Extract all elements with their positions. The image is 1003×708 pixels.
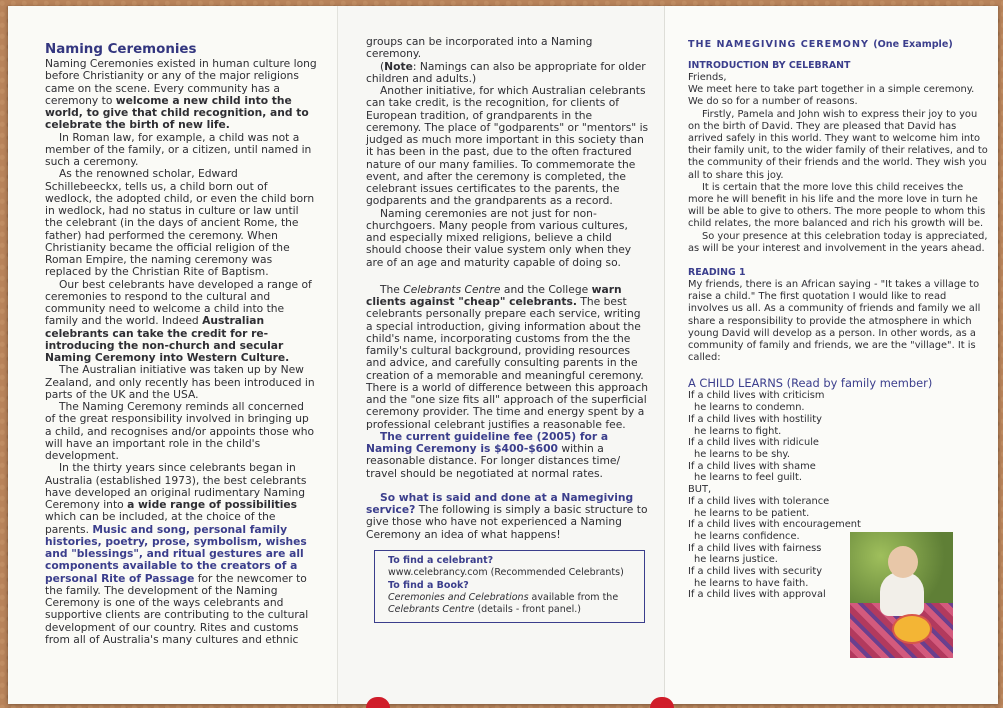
poem-line: If a child lives with approval [688,589,826,601]
panel2-text [366,36,650,541]
highlight-text: Music and song, personal family histories, poetry, prose, symbolism, wishes and "blessings", and ritual gestures are all components available to the creators of a personal Rite of Passage [45,522,307,585]
poem-line: If a child lives with ridicule [688,437,819,449]
paragraph: In Roman law, for example, a child was not a member of the family, or a citizen, until named in such a ceremony. [45,130,312,168]
reading-text [688,279,988,364]
paragraph: So your presence at this celebration today is appreciated, as will be your interest and involvement in the years ahead. [688,230,988,254]
book-info [388,592,635,617]
paragraph: Naming ceremonies are not just for non-churchgoers. Many people from various cultures, and especially mixed religions, believe a child should choose their value system only when they are of an age and maturity capable of doing so. [366,206,632,269]
text: and the College [500,282,592,296]
poem-line: he learns to be shy. [694,448,790,460]
paragraph: Another initiative, for which Australian celebrants can take credit, is the recognition, for clients of European tradition, of grandparents in the ceremony. The place of "godparents" or "mentors" is judged as much more important in this society than it has been in the past, due to the often fractured nature of our many families. To commemorate the event, and after the ceremony is completed, the celebrant issues certificates to the parents, the godparents and the grandparents as a record. [366,84,649,208]
text: available from the [528,591,619,603]
paragraph [45,279,317,365]
intro-heading: INTRODUCTION BY CELEBRANT [688,60,851,71]
poem-line: If a child lives with security [688,566,823,578]
title-subtext: (One Example) [873,39,953,50]
paragraph: The Australian initiative was taken up by New Zealand, and only recently has been introduced in parts of the UK and the USA. [45,363,315,401]
paragraph: We meet here to take part together in a simple ceremony. We do so for a number of reasons. [688,84,975,108]
poem-line: BUT, [688,484,712,496]
poem-line: he learns justice. [694,554,778,566]
bold-text: warn clients against "cheap" celebrants. [366,282,622,308]
poem-line: If a child lives with shame [688,460,816,472]
highlight-text: So what is said and done at a Namegiving service? [366,490,634,516]
italic-text: Celebrants Centre [403,282,501,296]
text: Naming Ceremonies existed in human culture long before Christianity or any of the major religions came on the scene. Every community has a ceremony to [45,57,317,107]
panel3-title [688,39,988,50]
paragraph: It is certain that the more love this child receives the more he will benefit in his life and the more love in turn he will be able to give to others. The more people to whom this child relates, the more balanced and rich his growth will be. [688,181,986,230]
paragraph: My friends, there is an African saying - "It takes a village to raise a child." The first quotation I would like to read involves us all. As a community of friends and family we all share a responsibility to provide the atmosphere in which young David will develop as a person. In other words, as a community of family and friends, we are the "village". It is called: [688,279,981,364]
text: (details - front panel.) [474,604,581,616]
note-label: Note [384,59,413,73]
text: : Namings can also be appropriate for older children and adults.) [366,59,646,85]
paragraph [45,58,317,132]
fee-paragraph [366,431,650,480]
contact-info-box [374,550,645,623]
panel1-title: Naming Ceremonies [45,42,197,57]
poem-line: If a child lives with tolerance [688,495,830,507]
poem-line: he learns confidence. [694,530,800,542]
poem-line: If a child lives with encouragement [688,519,861,531]
find-book-heading: To find a Book? [388,579,469,591]
italic-text: Ceremonies and Celebrations [388,591,529,603]
bold-text: welcome a new child into the world, to give that child recognition, and to celebrate the birth of new life. [45,93,309,132]
paragraph [366,492,650,541]
text: which can be included, at the choice of the parents. [45,510,276,536]
panel-initiatives [338,6,665,704]
text: Our best celebrants have developed a range of ceremonies to respond to the cultural and community need to welcome a child into the family and the world. Indeed [45,277,312,328]
text: The best celebrants personally prepare each service, writing a special introduction, giving information about the child's name, incorporating customs from the the family's cultural background, providing resources and advice, and carefully consulting parents in the creation of a memorable and meaningful ceremony. There is a world of difference between this approach and the "one size fits all" approach of the superficial ceremony provider. The time and energy spent by a professional celebrant justifies a reasonable fee. [366,295,648,431]
text: within a reasonable distance. For longer distances time/ travel should be negotiated at normal rates. [366,442,621,480]
poem-line: he learns to fight. [694,425,782,437]
text: In the thirty years since celebrants began in Australia (established 1973), the best celebrants have developed an original rudimentary Naming Ceremony into [45,461,307,511]
bold-text: a wide range of possibilities [127,498,298,511]
title-text: THE NAMEGIVING CEREMONY [688,39,869,50]
panel-naming-ceremonies [8,6,338,704]
poem-line: he learns to be patient. [694,507,810,519]
poem-line: If a child lives with hostility [688,413,822,425]
paragraph: Friends, [688,72,727,83]
bold-text: Australian celebrants can take the credit for re-introducing the non-church and secular Naming Ceremony into Western Culture. [45,314,290,364]
paragraph: The Naming Ceremony reminds all concerned of the great responsibility involved in bringing up a child, and recognises and/or appoints those who will have an important role in the child's development. [45,400,315,462]
poem-title: A CHILD LEARNS (Read by family member) [688,376,933,391]
find-celebrant-heading: To find a celebrant? [388,554,494,566]
text: The [380,282,404,296]
poem-line: If a child lives with criticism [688,390,825,402]
paragraph [366,284,650,431]
text: for the newcomer to the family. The development of the Naming Ceremony is one of the ways celebrants and supportive clients are contributing to the cultural development of our country. Rites and customs from all of Australia's many cultures and ethnic [45,571,309,646]
text: The following is simply a basic structure to give those who have not experienced a Naming Ceremony an idea of what happens! [366,503,648,541]
paragraph: Firstly, Pamela and John wish to express their joy to you on the birth of David. They are pleased that David has arrived safely in this world. They want to welcome him into their family unit, to the wider family of their relatives, and to the community of their friends and the world. They wish you all to share this joy. [688,108,988,181]
fee-text: The current guideline fee (2005) for a Naming Ceremony is $400-$600 [366,429,609,455]
poem-line: he learns to condemn. [694,402,805,414]
text: ( [380,59,385,73]
reading-heading: READING 1 [688,267,746,279]
celebrancy-link[interactable]: www.celebrancy.com (Recommended Celebrants) [388,567,624,579]
paragraph: groups can be incorporated into a Naming ceremony. [366,35,593,61]
paragraph: As the renowned scholar, Edward Schillebeeckx, tells us, a child born out of wedlock, the adopted child, or even the child born in wedlock, had no status in culture or law until the celebrant (in the days of ancient Rome, the father) had performed the ceremony. When Christianity became the official religion of the Roman Empire, the naming ceremony was replaced by the Christian Rite of Baptism. [45,167,315,279]
poem-line: he learns to have faith. [694,577,809,589]
panel1-text [45,58,317,646]
intro-text [688,72,988,267]
baby-photo [850,532,953,658]
poem-line: If a child lives with fairness [688,542,822,554]
poem-line: he learns to feel guilt. [694,472,803,484]
note-paragraph [366,61,650,86]
italic-text: Celebrants Centre [388,604,475,616]
paragraph [45,462,317,646]
